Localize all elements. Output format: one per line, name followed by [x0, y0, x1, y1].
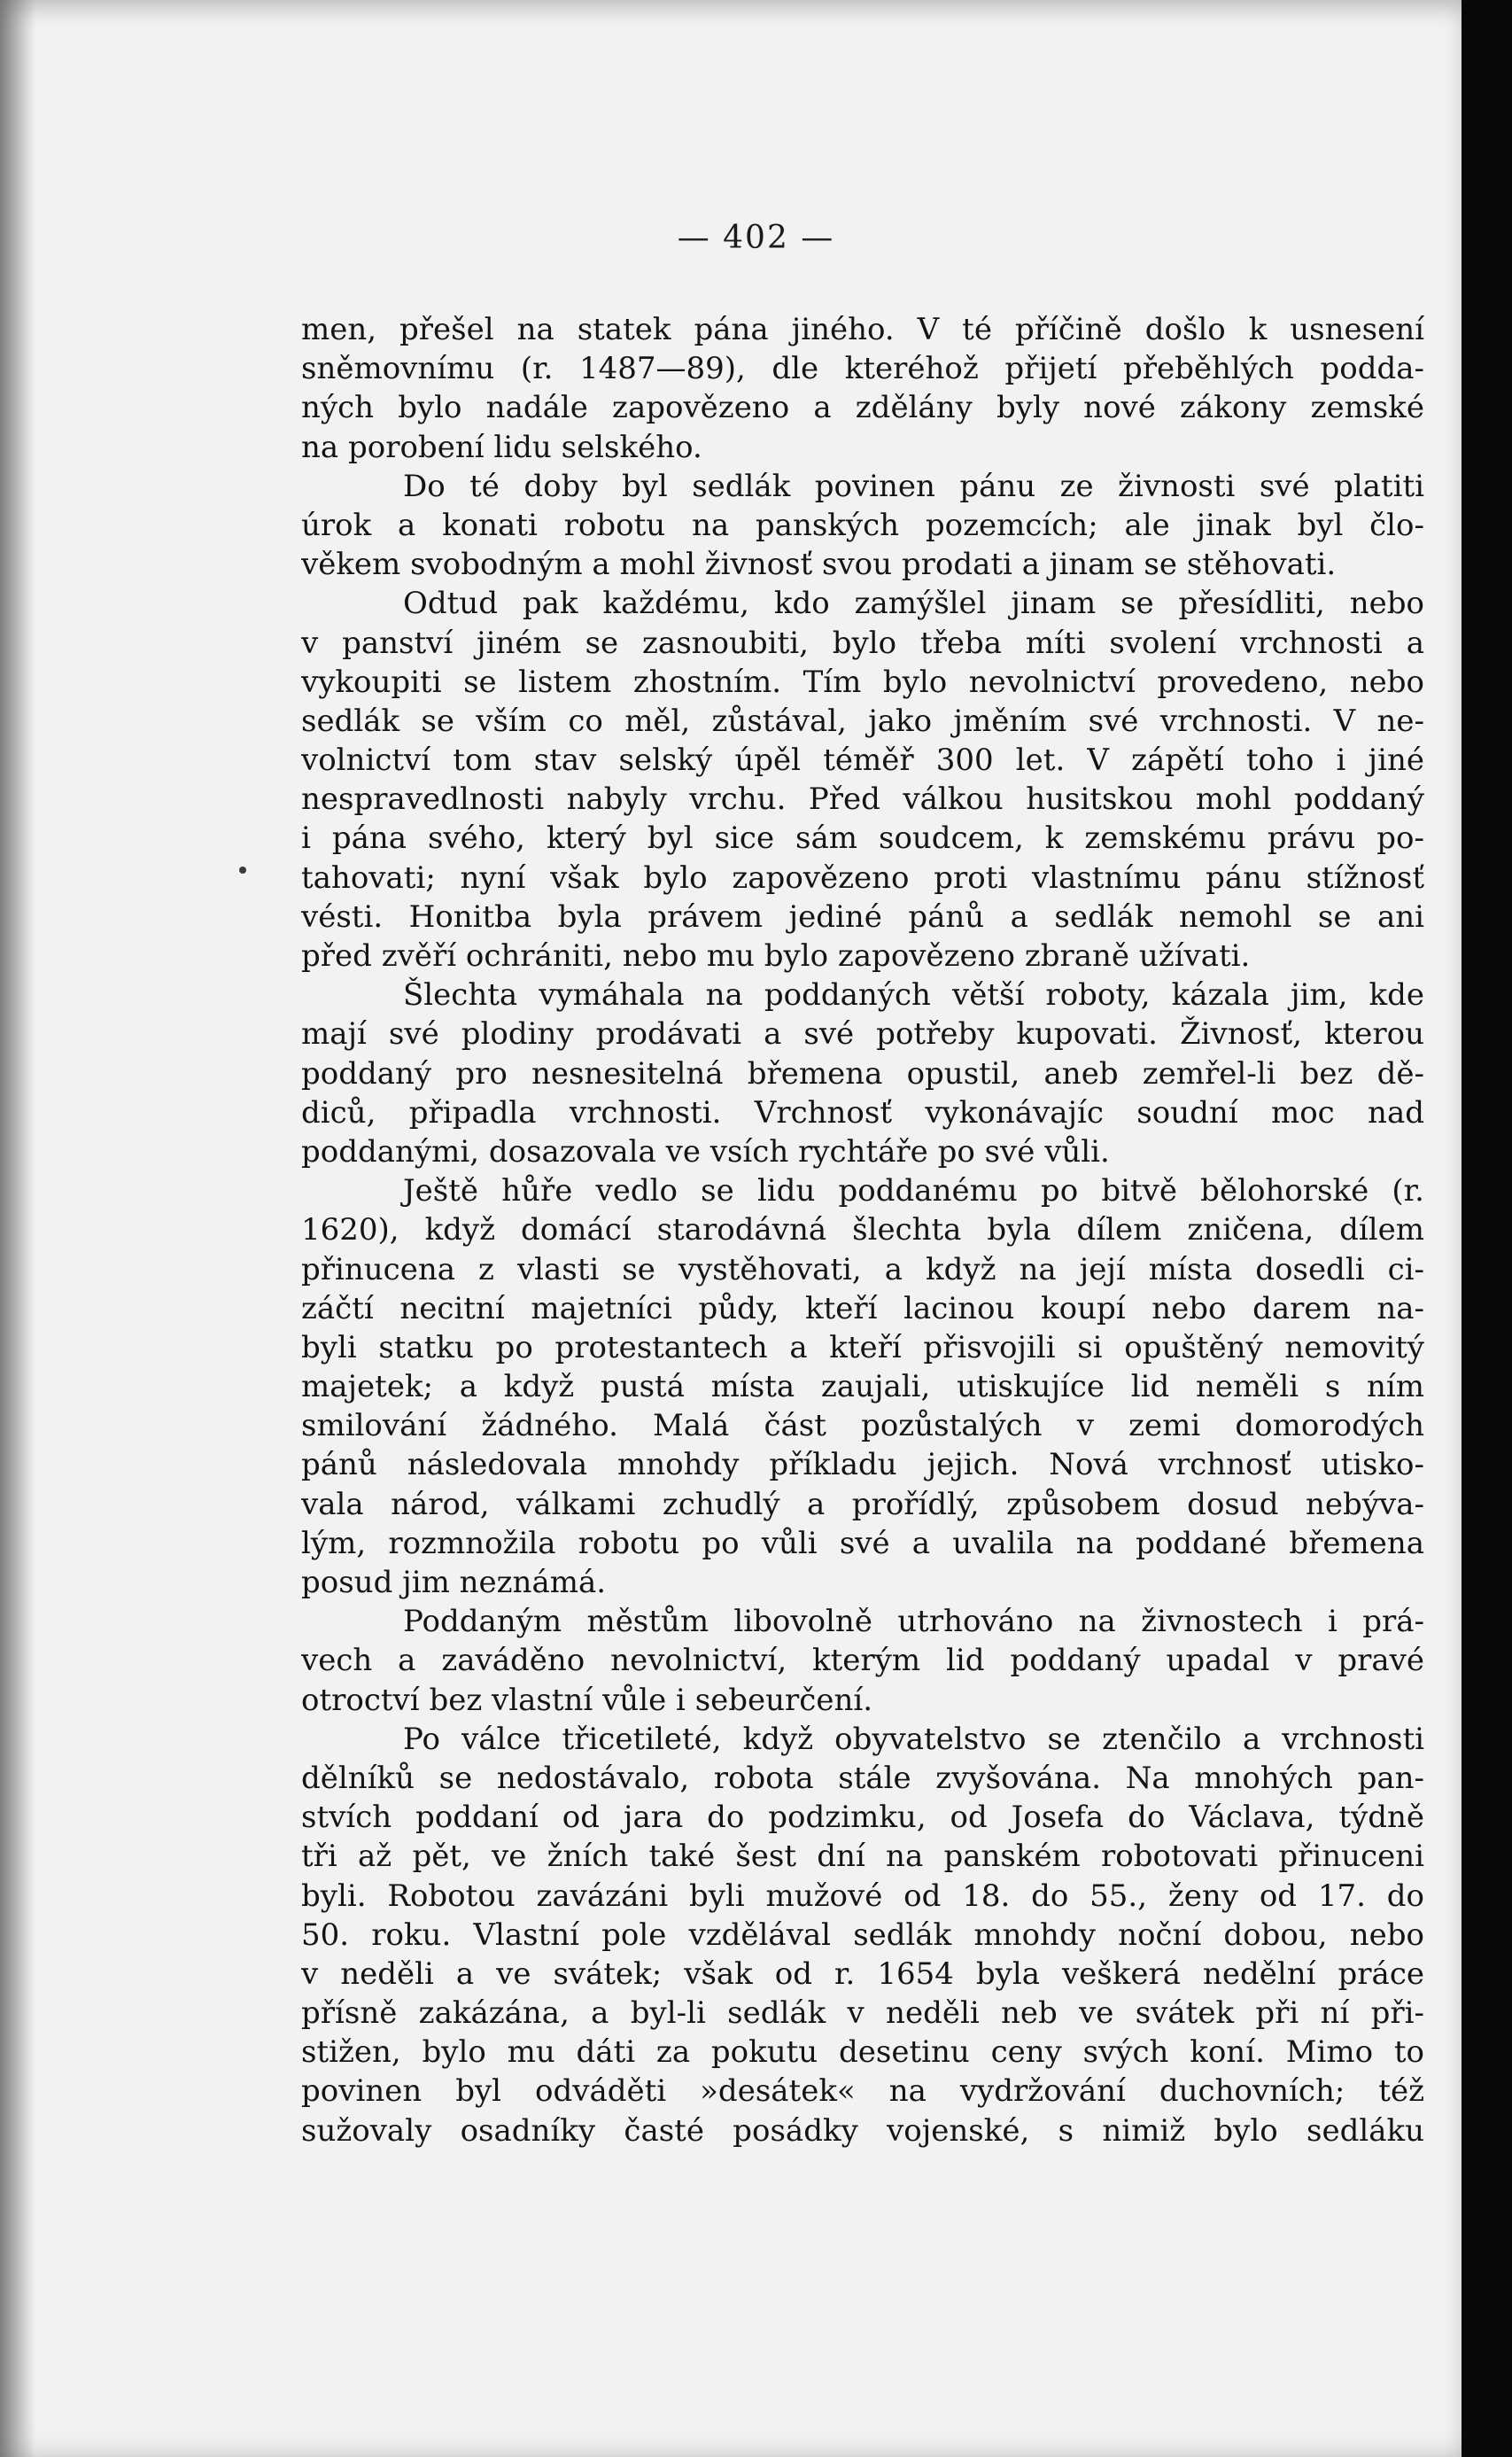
text-line: 1620), když domácí starodávná šlechta byla dílem zničena, dílem: [301, 1212, 1424, 1248]
text-line: lým, rozmnožila robotu po vůli své a uvalila na poddané břemena: [301, 1525, 1424, 1561]
text-line: Ještě hůře vedlo se lidu poddanému po bitvě bělohorské (r.: [403, 1173, 1424, 1209]
text-line: dělníků se nedostávalo, robota stále zvyšována. Na mnohých pan-: [301, 1760, 1424, 1796]
text-line: přísně zakázána, a byl-li sedlák v neděli neb ve svátek při ní při-: [301, 1995, 1424, 2032]
text-line: i pána svého, který byl sice sám soudcem, k zemskému právu po-: [301, 820, 1424, 857]
text-line: sedlák se vším co měl, zůstával, jako jměním své vrchnosti. V ne-: [301, 703, 1424, 739]
text-line: volnictví tom stav selský úpěl téměř 300 let. V zápětí toho i jiné: [301, 743, 1424, 779]
text-line: vésti. Honitba byla právem jediné pánů a sedlák nemohl se ani: [301, 898, 1424, 935]
text-line: Do té doby byl sedlák povinen pánu ze živnosti své platiti: [403, 468, 1424, 504]
text-line: Šlechta vymáhala na poddaných větší roboty, kázala jim, kde: [403, 977, 1424, 1014]
text-line: vech a zaváděno nevolnictví, kterým lid poddaný upadal v pravé: [301, 1643, 1424, 1679]
text-line: nespravedlnosti nabyly vrchu. Před válkou husitskou mohl poddaný: [301, 781, 1424, 818]
text-line: 50. roku. Vlastní pole vzdělával sedlák mnohdy noční dobou, nebo: [301, 1917, 1424, 1953]
text-line: diců, připadla vrchnosti. Vrchnosť vykonávajíc soudní moc nad: [301, 1094, 1424, 1131]
text-line: poddaný pro nesnesitelná břemena opustil, aneb zemřel-li bez dě-: [301, 1055, 1424, 1092]
text-line: sněmovnímu (r. 1487—89), dle kteréhož přijetí přeběhlých podda-: [301, 351, 1424, 387]
text-line: byli. Robotou zavázáni byli mužové od 18. do 55., ženy od 17. do: [301, 1878, 1424, 1914]
margin-dot: [239, 867, 246, 874]
text-line: Po válce třicetileté, když obyvatelstvo se ztenčilo a vrchnosti: [403, 1721, 1424, 1757]
text-line: ných bylo nadále zapovězeno a zdělány byly nové zákony zemské: [301, 390, 1424, 426]
scan-background-edge: [1462, 0, 1512, 2457]
text-line: přinucena z vlasti se vystěhovati, a když na její místa dosedli ci-: [301, 1251, 1424, 1287]
text-line: tři až pět, ve žních také šest dní na panském robotovati přinuceni: [301, 1839, 1424, 1875]
text-line: v neděli a ve svátek; však od r. 1654 byla veškerá nedělní práce: [301, 1955, 1424, 1992]
text-line: Odtud pak každému, kdo zamýšlel jinam se přesídliti, nebo: [403, 586, 1424, 622]
text-line: byli statku po protestantech a kteří přisvojili si opuštěný nemovitý: [301, 1329, 1424, 1365]
text-line: věkem svobodným a mohl živnosť svou prodati a jinam se stěhovati.: [301, 547, 1337, 583]
body-text: [301, 310, 1424, 2150]
text-line: stižen, bylo mu dáti za pokutu desetinu ceny svých koní. Mimo to: [301, 2034, 1424, 2071]
text-line: povinen byl odváděti »desátek« na vydržování duchovních; též: [301, 2073, 1424, 2110]
text-line: posud jim neznámá.: [301, 1565, 607, 1600]
text-line: stvích poddaní od jara do podzimku, od Josefa do Václava, týdně: [301, 1800, 1424, 1836]
spine-shadow: [0, 0, 35, 2457]
text-line: smilování žádného. Malá část pozůstalých v zemi domorodých: [301, 1408, 1424, 1444]
text-line: sužovaly osadníky časté posádky vojenské, s nimiž bylo sedláku: [301, 2112, 1424, 2149]
page-number: — 402 —: [677, 220, 835, 256]
text-line: v panství jiném se zasnoubiti, bylo třeba míti svolení vrchnosti a: [301, 625, 1424, 661]
text-line: tahovati; nyní však bylo zapovězeno proti vlastnímu pánu stížnosť: [301, 859, 1424, 896]
text-line: úrok a konati robotu na panských pozemcích; ale jinak byl člo-: [301, 507, 1424, 543]
text-line: vykoupiti se listem zhostním. Tím bylo nevolnictví provedeno, nebo: [301, 664, 1424, 700]
text-line: Poddaným městům libovolně utrhováno na živnostech i prá-: [403, 1604, 1424, 1640]
text-line: na porobení lidu selského.: [301, 429, 702, 465]
text-line: majetek; a když pustá místa zaujali, utiskujíce lid neměli s ním: [301, 1369, 1424, 1405]
text-line: pánů následovala mnohdy příkladu jejich. Nová vrchnosť utisko-: [301, 1447, 1424, 1483]
text-line: men, přešel na statek pána jiného. V té příčině došlo k usnesení: [301, 312, 1424, 347]
text-line: vala národ, válkami zchudlý a prořídlý, způsobem dosud nebýva-: [301, 1486, 1424, 1522]
text-line: poddanými, dosazovala ve vsích rychtáře po své vůli.: [301, 1133, 1110, 1170]
text-line: před zvěří ochrániti, nebo mu bylo zapovězeno zbraně užívati.: [301, 938, 1251, 974]
text-line: otroctví bez vlastní vůle i sebeurčení.: [301, 1682, 873, 1718]
text-line: záčtí necitní majetníci půdy, kteří lacinou koupí nebo darem na-: [301, 1290, 1424, 1326]
text-line: mají své plodiny prodávati a své potřeby kupovati. Živnosť, kterou: [301, 1016, 1424, 1053]
